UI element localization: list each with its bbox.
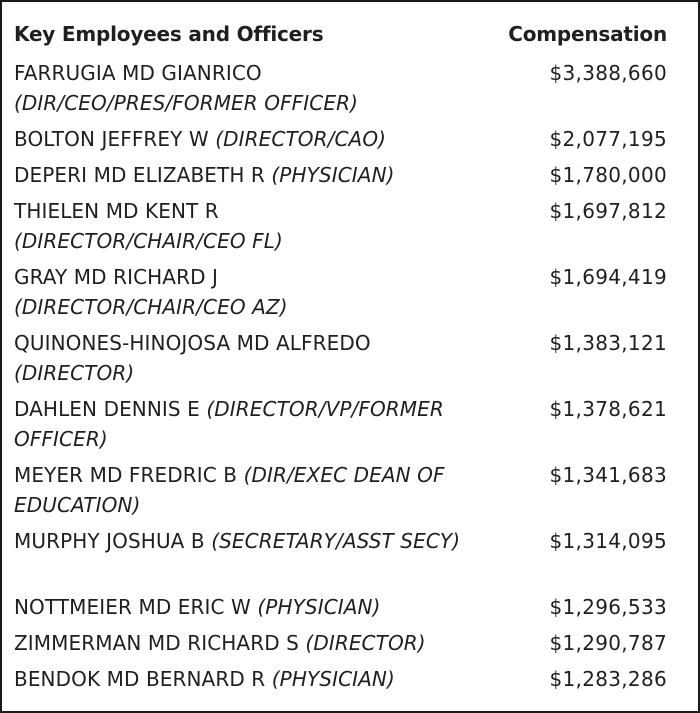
employee-name: BENDOK MD BERNARD R [14,667,266,691]
employee-cell [14,526,514,556]
compensation-amount: $3,388,660 [549,61,667,85]
compensation-amount: $1,314,095 [549,529,667,553]
employee-cell [14,196,514,256]
compensation-amount: $1,383,121 [549,331,667,355]
employee-cell [14,124,514,154]
employee-role: (DIRECTOR/CAO) [215,127,387,151]
header-compensation: Compensation [508,22,667,46]
table-header [14,22,667,54]
compensation-amount: $1,697,812 [549,199,667,223]
employee-role: (PHYSICIAN) [271,163,395,187]
employee-cell [14,394,514,454]
employee-cell [14,460,514,520]
compensation-amount: $1,341,683 [549,463,667,487]
compensation-amount: $1,694,419 [549,265,667,289]
employee-cell [14,592,514,622]
compensation-amount: $2,077,195 [549,127,667,151]
table-row [14,258,667,324]
table-row [14,324,667,390]
employee-name: BOLTON JEFFREY W [14,127,209,151]
employee-cell [14,664,514,694]
compensation-amount: $1,296,533 [549,595,667,619]
employee-cell [14,58,514,118]
employee-role: (DIRECTOR/CHAIR/CEO FL) [14,229,283,253]
table-row [14,456,667,522]
employee-name: FARRUGIA MD GIANRICO [14,61,262,85]
header-key-employees: Key Employees and Officers [14,22,324,46]
table-row [14,54,667,120]
employee-role: (DIRECTOR) [14,361,135,385]
employee-name: DAHLEN DENNIS E [14,397,200,421]
employee-role: (DIR/EXEC DEAN OF EDUCATION) [14,463,445,517]
employee-cell [14,328,514,388]
employee-name: MEYER MD FREDRIC B [14,463,238,487]
compensation-amount: $1,290,787 [549,631,667,655]
table-row [14,156,667,192]
employee-role: (SECRETARY/ASST SECY) [211,529,461,553]
employee-role: (DIRECTOR/VP/FORMER OFFICER) [14,397,444,451]
employee-name: GRAY MD RICHARD J [14,265,219,289]
employee-name: THIELEN MD KENT R [14,199,219,223]
table-row [14,588,667,624]
table-row [14,390,667,456]
employee-name: ZIMMERMAN MD RICHARD S [14,631,299,655]
table-row [14,660,667,696]
table-row [14,192,667,258]
employee-cell [14,160,514,190]
employee-role: (DIRECTOR/CHAIR/CEO AZ) [14,295,288,319]
employee-role: (PHYSICIAN) [257,595,381,619]
table-row [14,522,667,588]
table-row [14,624,667,660]
employee-cell [14,628,514,658]
compensation-amount: $1,780,000 [549,163,667,187]
table-row [14,120,667,156]
employee-role: (DIRECTOR) [305,631,426,655]
employee-name: NOTTMEIER MD ERIC W [14,595,251,619]
employee-name: DEPERI MD ELIZABETH R [14,163,265,187]
employee-role: (DIR/CEO/PRES/FORMER OFFICER) [14,91,358,115]
employee-name: MURPHY JOSHUA B [14,529,205,553]
compensation-table [14,22,667,696]
compensation-amount: $1,378,621 [549,397,667,421]
employee-role: (PHYSICIAN) [271,667,395,691]
employee-name: QUINONES-HINOJOSA MD ALFREDO [14,331,371,355]
employee-cell [14,262,514,322]
compensation-amount: $1,283,286 [549,667,667,691]
